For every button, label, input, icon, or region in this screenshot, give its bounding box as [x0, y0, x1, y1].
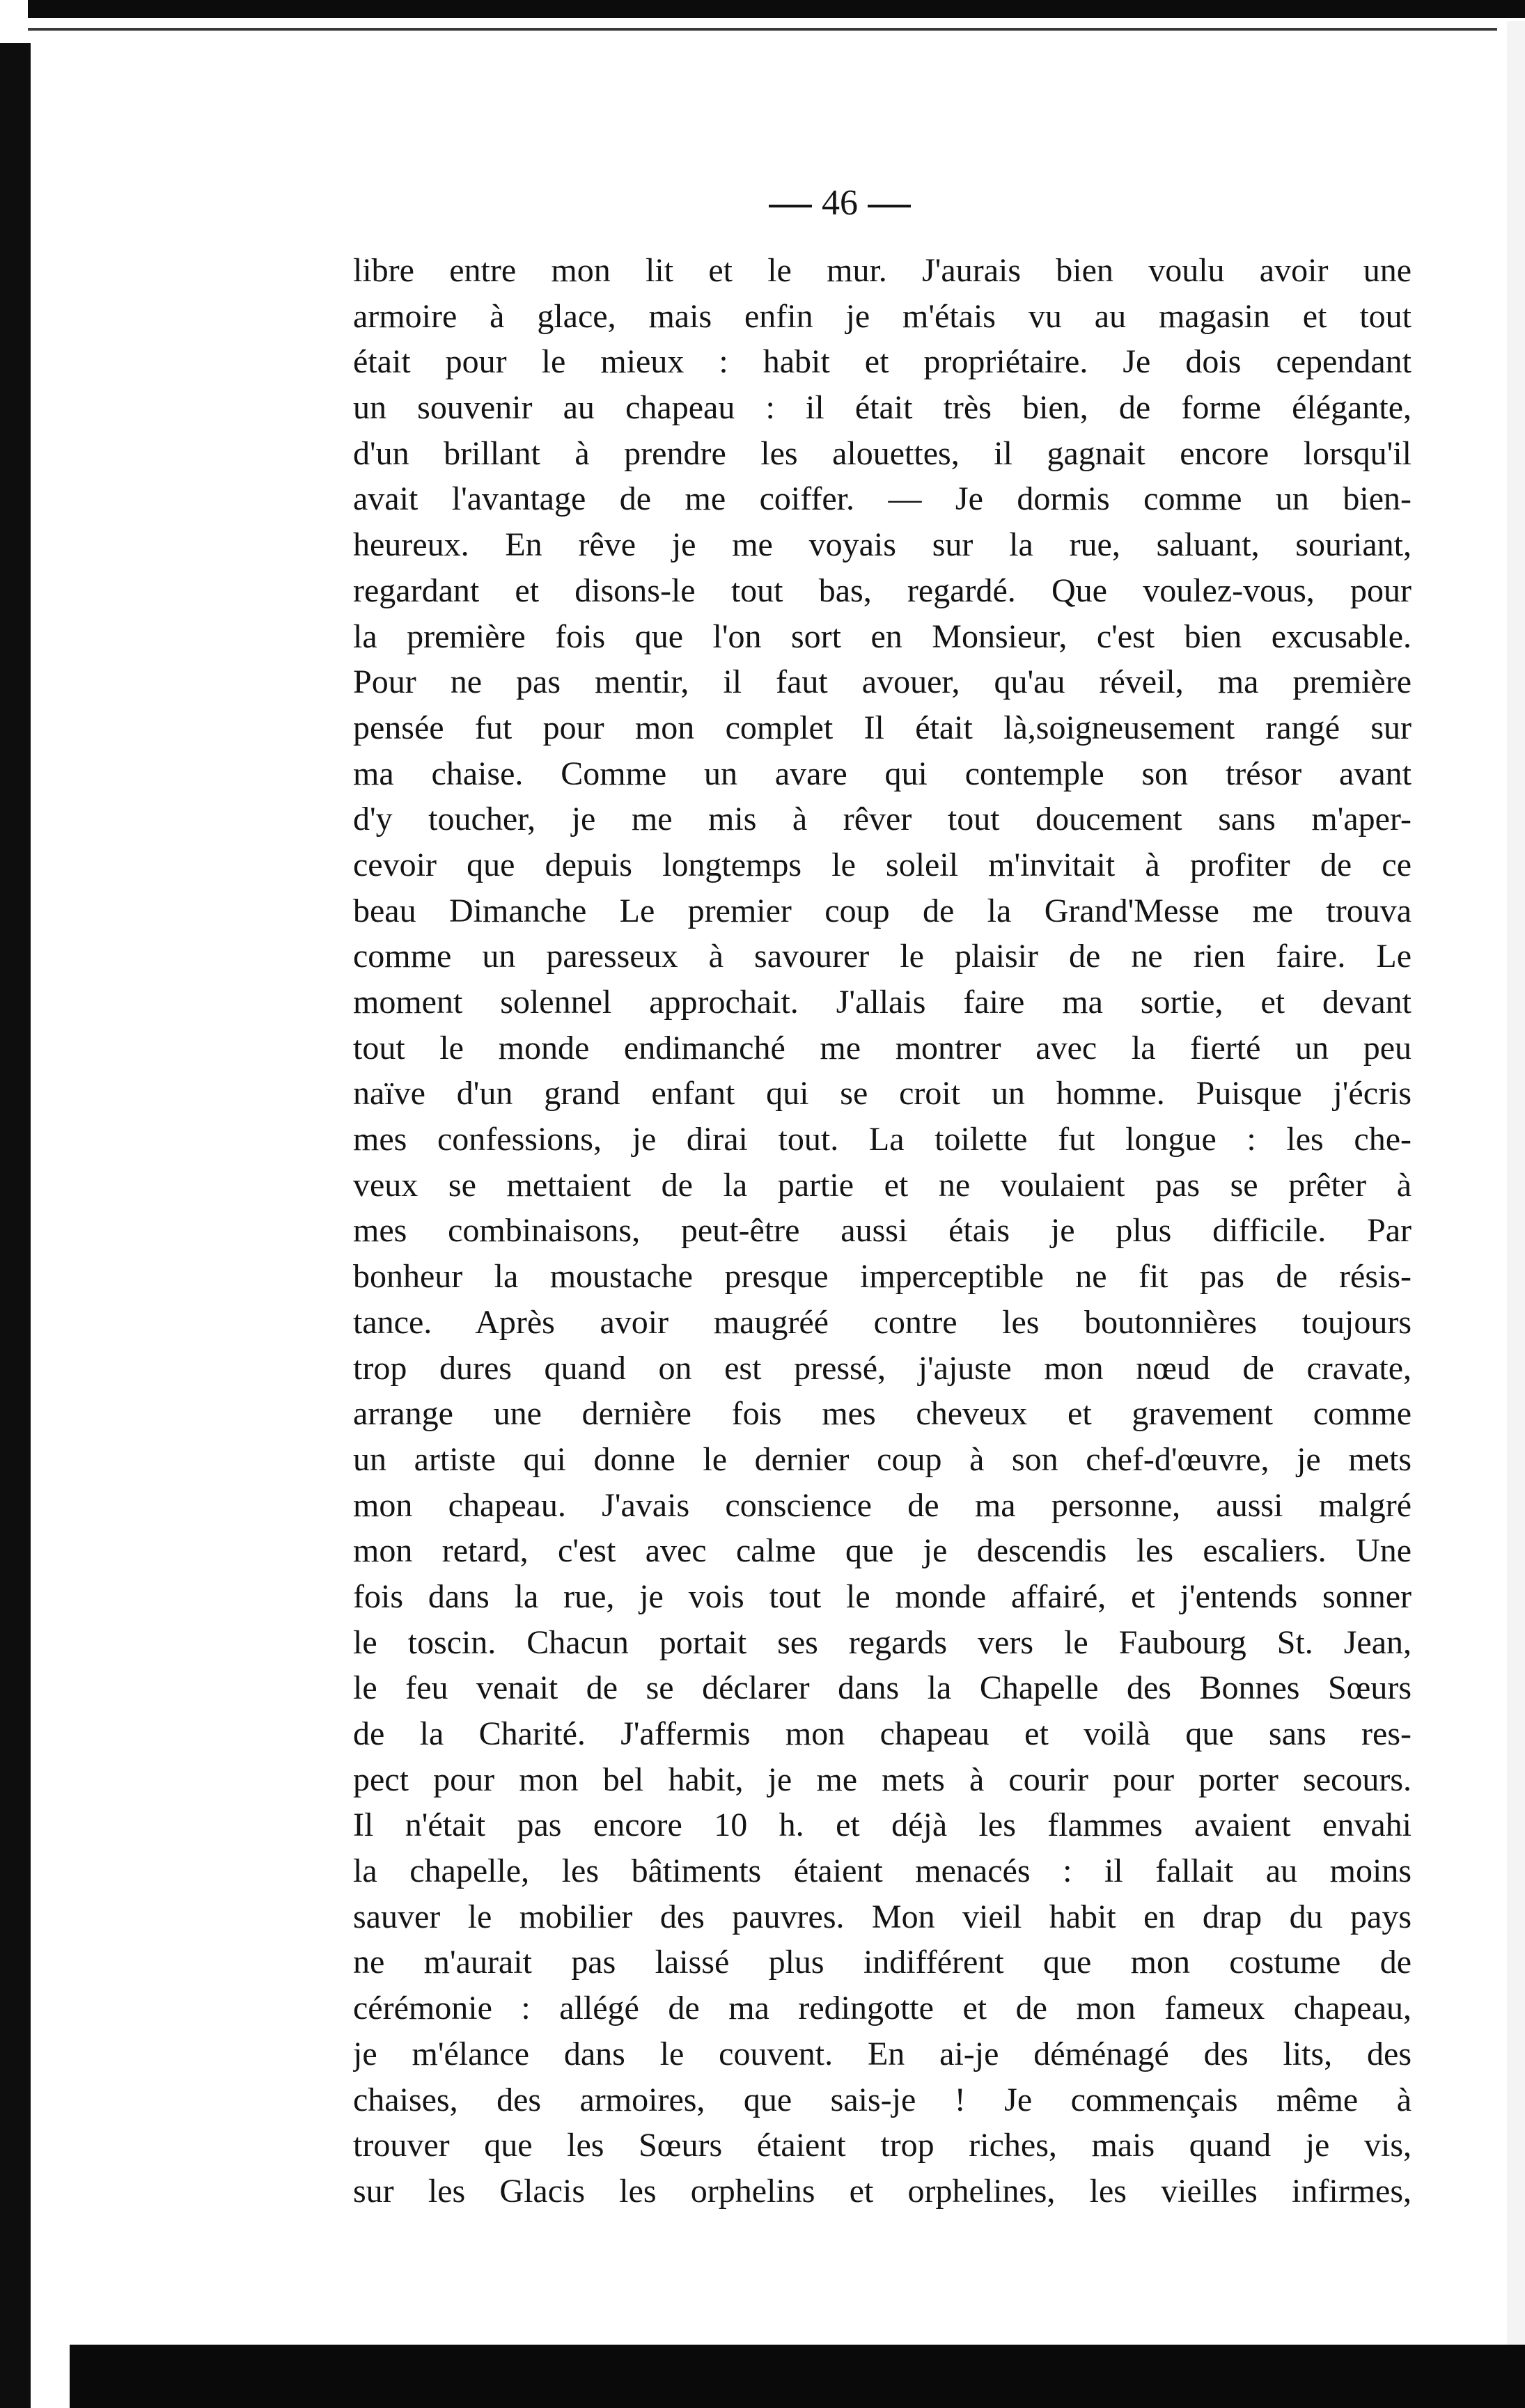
text-line: ne m'aurait pas laissé plus indifférent que mon costume de	[353, 1944, 1411, 1981]
text-line: sauver le mobilier des pauvres. Mon vieil habit en drap du pays	[353, 1898, 1411, 1935]
text-line: la chapelle, les bâtiments étaient menacés : il fallait au moins	[353, 1852, 1411, 1890]
text-line: trouver que les Sœurs étaient trop riches, mais quand je vis,	[353, 2127, 1411, 2164]
text-line: le toscin. Chacun portait ses regards vers le Faubourg St. Jean,	[353, 1623, 1411, 1661]
text-line: naïve d'un grand enfant qui se croit un homme. Puisque j'écris	[353, 1075, 1411, 1112]
text-line: cevoir que depuis longtemps le soleil m'invitait à profiter de ce	[353, 846, 1411, 883]
text-line: Il n'était pas encore 10 h. et déjà les flammes avaient envahi	[353, 1807, 1411, 1844]
text-line: libre entre mon lit et le mur. J'aurais bien voulu avoir une	[353, 252, 1411, 289]
text-line: sur les Glacis les orphelins et orphelines, les vieilles infirmes,	[353, 2172, 1411, 2210]
scan-edge-right	[1507, 21, 1525, 2346]
text-line: trop dures quand on est pressé, j'ajuste mon nœud de cravate,	[353, 1349, 1411, 1387]
text-line: mon chapeau. J'avais conscience de ma personne, aussi malgré	[353, 1486, 1411, 1524]
text-line: veux se mettaient de la partie et ne voulaient pas se prêter à	[353, 1166, 1411, 1204]
scan-edge-left	[0, 43, 31, 2408]
text-line: ma chaise. Comme un avare qui contemple son trésor avant	[353, 755, 1411, 792]
text-line: chaises, des armoires, que sais-je ! Je commençais même à	[353, 2081, 1411, 2118]
page-number: 46	[822, 183, 858, 223]
text-line: la première fois que l'on sort en Monsieur, c'est bien excusable.	[353, 617, 1411, 655]
text-line: heureux. En rêve je me voyais sur la rue, saluant, souriant,	[353, 526, 1411, 564]
text-line: d'un brillant à prendre les alouettes, il gagnait encore lorsqu'il	[353, 434, 1411, 472]
text-line: avait l'avantage de me coiffer. — Je dormis comme un bien-	[353, 480, 1411, 518]
text-line: arrange une dernière fois mes cheveux et gravement comme	[353, 1395, 1411, 1433]
text-line: Pour ne pas mentir, il faut avouer, qu'au réveil, ma première	[353, 663, 1411, 701]
text-line: beau Dimanche Le premier coup de la Grand'Messe me trouva	[353, 892, 1411, 929]
folio-dash-left	[769, 205, 812, 207]
text-line: était pour le mieux : habit et propriétaire. Je dois cependant	[353, 343, 1411, 381]
scan-edge-top	[28, 0, 1525, 18]
text-line: armoire à glace, mais enfin je m'étais vu au magasin et tout	[353, 297, 1411, 335]
text-line: fois dans la rue, je vois tout le monde affairé, et j'entends sonner	[353, 1577, 1411, 1615]
text-line: je m'élance dans le couvent. En ai-je déménagé des lits, des	[353, 2035, 1411, 2072]
folio-dash-right	[868, 205, 911, 207]
text-line: tout le monde endimanché me montrer avec la fierté un peu	[353, 1029, 1411, 1067]
text-line: mes combinaisons, peut-être aussi étais je plus difficile. Par	[353, 1212, 1411, 1250]
text-line: d'y toucher, je me mis à rêver tout doucement sans m'aper-	[353, 801, 1411, 838]
text-line: un artiste qui donne le dernier coup à son chef-d'œuvre, je mets	[353, 1440, 1411, 1478]
text-line: un souvenir au chapeau : il était très bien, de forme élégante,	[353, 389, 1411, 427]
text-line: moment solennel approchait. J'allais faire ma sortie, et devant	[353, 984, 1411, 1021]
text-line: cérémonie : allégé de ma redingotte et de mon fameux chapeau,	[353, 1990, 1411, 2027]
text-line: tance. Après avoir maugréé contre les boutonnières toujours	[353, 1303, 1411, 1341]
text-line: bonheur la moustache presque imperceptible ne fit pas de résis-	[353, 1258, 1411, 1296]
text-line: pensée fut pour mon complet Il était là,soigneusement rangé sur	[353, 709, 1411, 746]
text-line: de la Charité. J'affermis mon chapeau et voilà que sans res-	[353, 1715, 1411, 1752]
text-line: regardant et disons-le tout bas, regardé. Que voulez-vous, pour	[353, 572, 1411, 609]
text-line: pect pour mon bel habit, je me mets à courir pour porter secours.	[353, 1761, 1411, 1798]
text-line: mon retard, c'est avec calme que je descendis les escaliers. Une	[353, 1532, 1411, 1570]
text-line: mes confessions, je dirai tout. La toilette fut longue : les che-	[353, 1121, 1411, 1158]
text-line: le feu venait de se déclarer dans la Chapelle des Bonnes Sœurs	[353, 1669, 1411, 1707]
page-number-header	[759, 182, 921, 224]
text-line: comme un paresseux à savourer le plaisir de ne rien faire. Le	[353, 938, 1411, 975]
scan-rule-top	[28, 28, 1497, 31]
body-text	[353, 248, 1411, 2214]
scan-edge-bottom	[70, 2345, 1525, 2408]
